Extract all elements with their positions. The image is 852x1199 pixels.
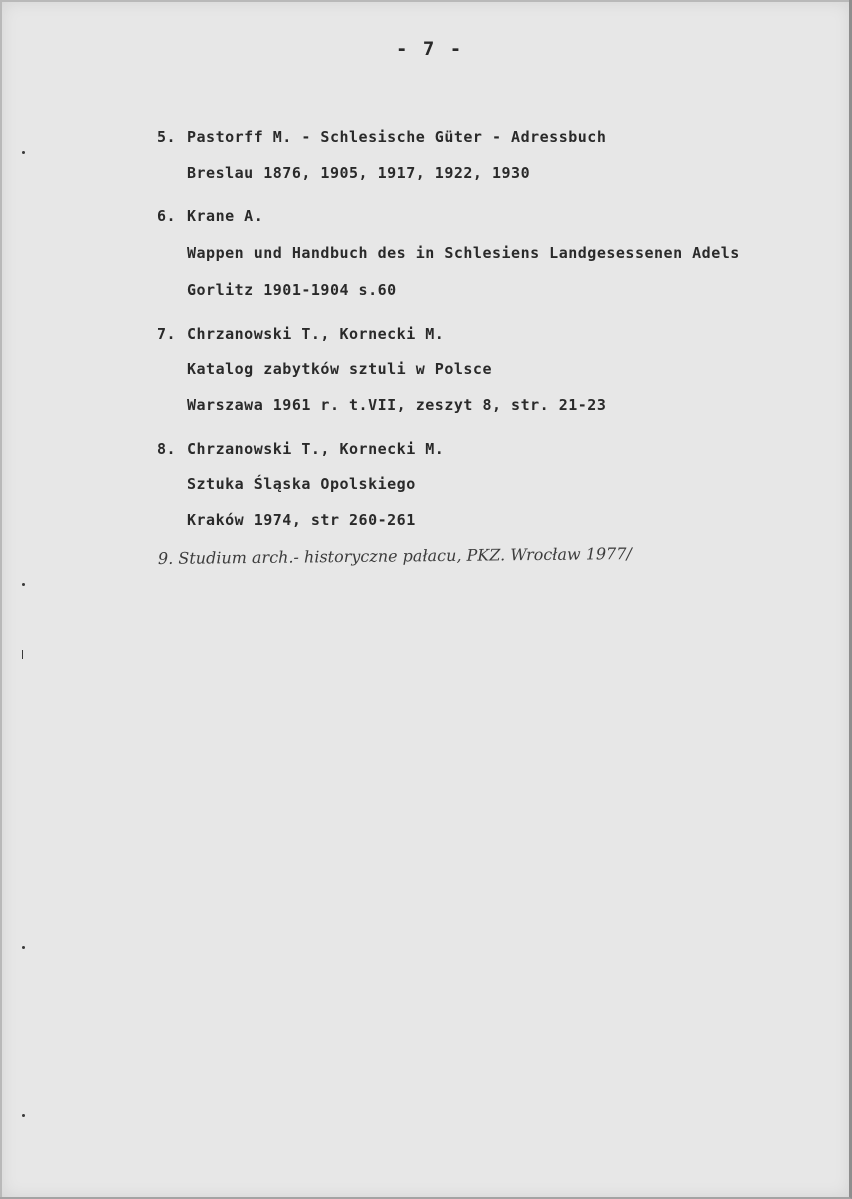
reference-5-line-2: Breslau 1876, 1905, 1917, 1922, 1930 [187, 164, 531, 182]
reference-authors: Chrzanowski T., Kornecki M. [187, 440, 445, 458]
handwritten-note-number: 9. [157, 548, 174, 568]
reference-number: 7. [157, 325, 177, 343]
reference-author: Krane A. [187, 207, 264, 225]
margin-mark [22, 650, 23, 659]
reference-author-title: Pastorff M. - Schlesische Güter - Adressbuch [187, 128, 607, 146]
reference-number: 5. [157, 128, 177, 146]
page-number: - 7 - [396, 38, 464, 60]
margin-mark [22, 1114, 25, 1117]
margin-mark [22, 946, 25, 949]
reference-7-line-3: Warszawa 1961 r. t.VII, zeszyt 8, str. 21-23 [187, 396, 607, 414]
reference-number: 6. [157, 207, 177, 225]
reference-6-line-2: Wappen und Handbuch des in Schlesiens Landgesessenen Adels [187, 244, 740, 262]
reference-authors: Chrzanowski T., Kornecki M. [187, 325, 445, 343]
reference-8-line-3: Kraków 1974, str 260-261 [187, 511, 416, 529]
handwritten-note-text: Studium arch.- historyczne pałacu, PKZ. Wrocław 1977/ [178, 544, 632, 568]
handwritten-note [158, 546, 632, 567]
reference-8-line-1 [157, 442, 444, 457]
reference-7-line-2: Katalog zabytków sztuli w Polsce [187, 360, 492, 378]
reference-7-line-1 [157, 327, 444, 342]
reference-5-line-1 [157, 130, 606, 145]
reference-6-line-1 [157, 209, 263, 224]
reference-6-line-3: Gorlitz 1901-1904 s.60 [187, 281, 397, 299]
margin-mark [22, 151, 25, 154]
margin-mark [22, 583, 25, 586]
reference-8-line-2: Sztuka Śląska Opolskiego [187, 475, 416, 493]
reference-number: 8. [157, 440, 177, 458]
